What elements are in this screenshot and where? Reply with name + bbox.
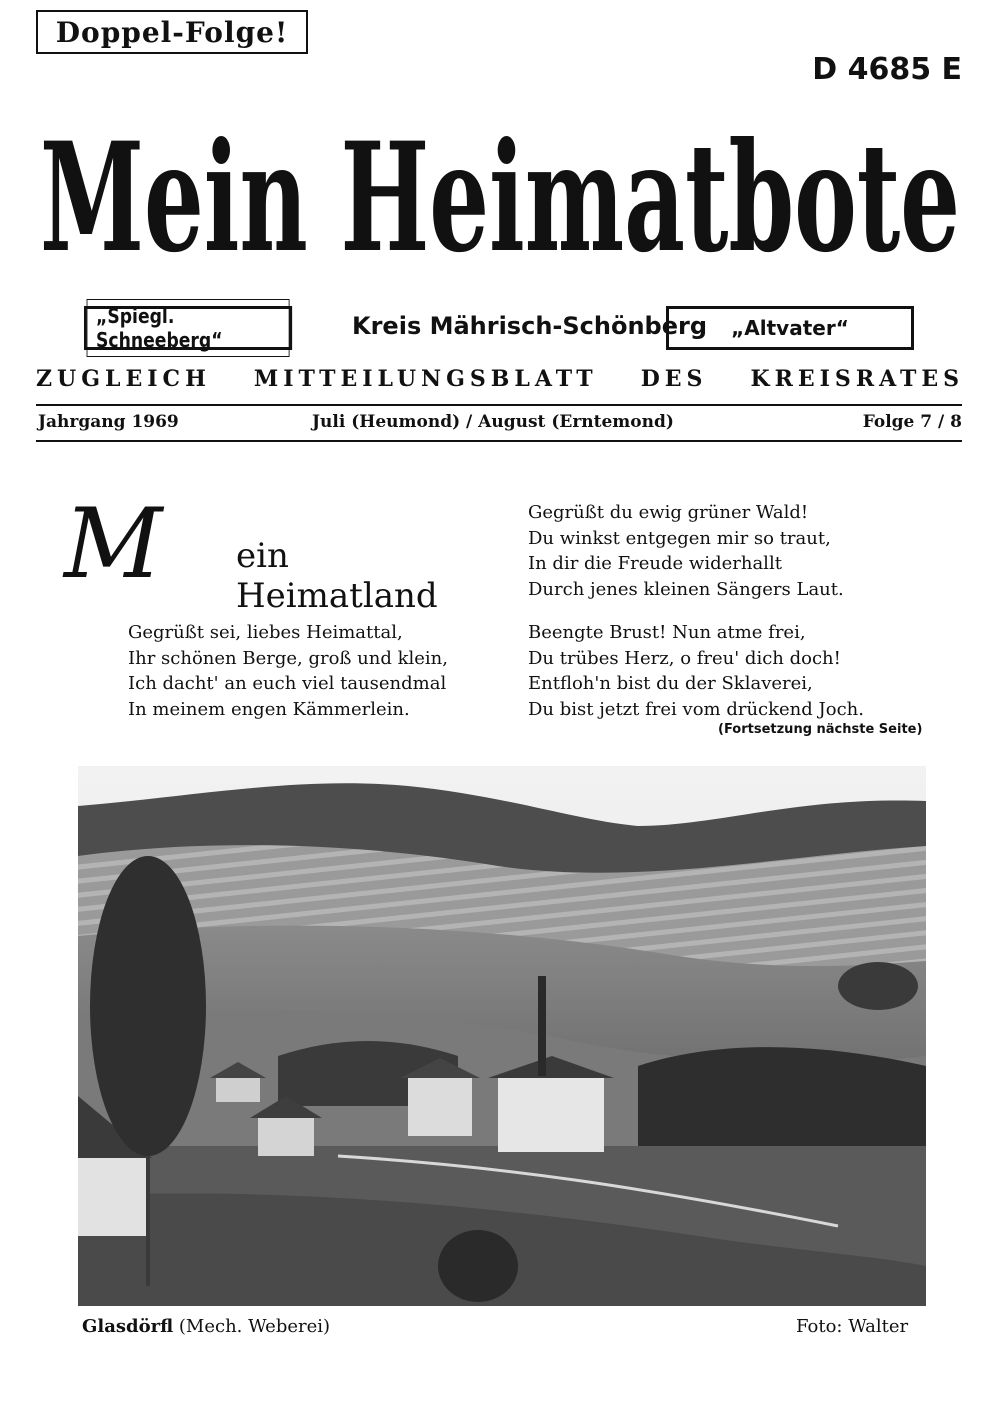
poem-title-rest: ein Heimatland <box>236 536 438 616</box>
postal-code: D 4685 E <box>812 52 962 87</box>
issue-number: Folge 7 / 8 <box>862 412 962 432</box>
stanza-line: Entfloh'n bist du der Sklaverei, <box>528 673 813 694</box>
stanza-line: Du bist jetzt frei vom drückend Joch. <box>528 698 864 720</box>
photo-caption-place: Glasdörfl <box>82 1316 174 1337</box>
stanza-line: Gegrüßt du ewig grüner Wald! <box>528 502 809 523</box>
stanza-1 <box>128 620 448 722</box>
district-label: Kreis Mährisch-Schönberg <box>352 312 708 340</box>
poem-title-initial: M <box>64 488 163 600</box>
right-region-box <box>666 306 914 350</box>
subtitle: ZUGLEICH MITTEILUNGSBLATT DES KREISRATES <box>36 366 964 392</box>
village-photo <box>78 766 926 1306</box>
double-issue-badge: Doppel-Folge! <box>36 10 308 54</box>
stanza-line: Durch jenes kleinen Sängers Laut. <box>528 578 844 600</box>
photo-caption-note: (Mech. Weberei) <box>178 1316 331 1337</box>
poem-title <box>64 488 464 616</box>
continued-note: (Fortsetzung nächste Seite) <box>718 722 923 737</box>
photo-credit: Foto: Walter <box>796 1316 909 1337</box>
stanza-2 <box>528 500 844 602</box>
stanza-3 <box>528 620 864 722</box>
stanza-line: Beengte Brust! Nun atme frei, <box>528 622 806 643</box>
stanza-line: Gegrüßt sei, liebes Heimattal, <box>128 622 403 643</box>
stanza-line: Ihr schönen Berge, groß und klein, <box>128 647 448 669</box>
issue-months: Juli (Heumond) / August (Erntemond) <box>312 412 674 432</box>
left-region-label: „Spiegl. Schneeberg“ <box>87 299 290 357</box>
stanza-line: In dir die Freude widerhallt <box>528 553 782 574</box>
rule-bottom <box>36 440 962 442</box>
photo-caption <box>82 1316 330 1337</box>
region-row <box>0 306 1000 352</box>
stanza-line: Du winkst entgegen mir so traut, <box>528 527 831 549</box>
stanza-line: In meinem engen Kämmerlein. <box>128 698 410 720</box>
stanza-line: Ich dacht' an euch viel tausendmal <box>128 673 447 694</box>
issue-year: Jahrgang 1969 <box>38 412 179 432</box>
issue-line <box>38 412 962 436</box>
masthead-title-text: Mein Heimatbote <box>40 110 960 286</box>
stanza-line: Du trübes Herz, o freu' dich doch! <box>528 647 841 669</box>
masthead-title <box>34 72 966 294</box>
rule-top <box>36 404 962 406</box>
left-region-box <box>84 306 292 350</box>
right-region-label: „Altvater“ <box>731 316 849 340</box>
